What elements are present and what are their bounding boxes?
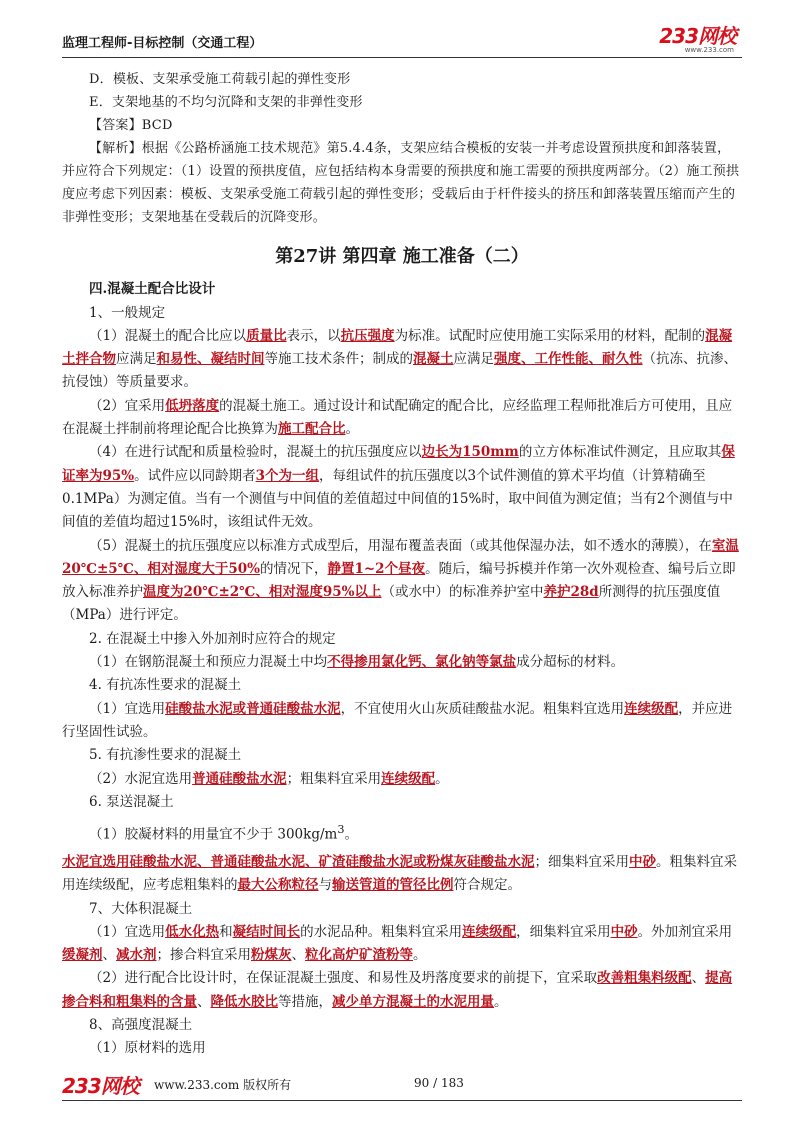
key-term: 抗压强度 <box>340 327 395 344</box>
key-term: 混凝土拌合物 <box>62 327 733 368</box>
key-term: 保证率为95% <box>62 444 735 484</box>
text-run: 应满足 <box>116 351 157 368</box>
key-term: 减少单方混凝土的水泥用量 <box>332 993 494 1010</box>
key-term: 室温20℃±5℃、相对湿度大于50% <box>62 537 739 577</box>
s7-p2 <box>62 967 742 1014</box>
s4-heading: 4. 有抗冻性要求的混凝土 <box>89 677 242 694</box>
text-run: 为标准。试配时应使用施工实际采用的材料，配制的 <box>394 327 706 344</box>
text-run: 。随后，编号拆模并作第一次外观检查、编号后立即放入标准养护 <box>62 560 736 601</box>
header-divider <box>62 57 742 58</box>
text-run: 的立方体标准试件测定，且应取其 <box>518 444 722 461</box>
text-run: （抗冻、抗渗、抗侵蚀）等质量要求。 <box>62 351 737 391</box>
option-e: E．支架地基的不均匀沉降和支架的非弹性变形 <box>89 95 363 110</box>
text-run: 。外加剂宜采用 <box>637 923 733 940</box>
text-run: （1）宜选用 <box>89 700 166 717</box>
key-term: 粒化高炉矿渣粉等 <box>305 947 413 964</box>
text-run: 、 <box>197 993 211 1010</box>
answer: 【答案】BCD <box>89 118 173 133</box>
text-run: 成分超标的材料。 <box>516 654 625 671</box>
page-footer <box>62 1062 742 1102</box>
text-run: ，并应进行坚固性试验。 <box>62 700 733 740</box>
text-run: 、 <box>291 947 305 964</box>
key-term: 静置1~2个昼夜 <box>327 560 426 577</box>
s8-heading: 8、高强度混凝土 <box>89 1017 193 1033</box>
s5-p1 <box>62 768 742 791</box>
key-term: 连续级配 <box>624 700 679 717</box>
s1-heading: 1、一般规定 <box>89 304 166 321</box>
s8-p1: （1）原材料的选用 <box>89 1040 206 1057</box>
text-run: ；掺合料宜采用 <box>156 947 251 964</box>
key-term: 粉煤灰 <box>251 947 292 964</box>
text-run: （2）水泥宜选用 <box>89 770 193 787</box>
key-term: 3个为一组 <box>255 467 320 484</box>
key-term: 和易性、凝结时间 <box>156 351 265 368</box>
doc-title: 监理工程师-目标控制（交通工程） <box>62 36 263 51</box>
text-run: 与 <box>318 877 332 894</box>
text-run: 。试件应以同龄期者 <box>134 467 256 484</box>
section-title: 四.混凝土配合比设计 <box>89 281 216 298</box>
key-term: 不得掺用氯化钙、氯化钠等氯盐 <box>327 654 517 671</box>
page-header <box>62 24 742 60</box>
text-run: 。 <box>435 770 449 787</box>
text-run: 。 <box>413 947 427 964</box>
key-term: 缓凝剂 <box>62 947 103 964</box>
text-run: （5）混凝土的抗压强度应以标准方式成型后，用湿布覆盖表面（或其他保湿办法，如不透水的薄膜），在 <box>89 537 712 554</box>
text-run: 。 <box>494 993 508 1010</box>
s1-p5 <box>62 535 742 628</box>
key-term: 温度为20℃±2℃、相对湿度95%以上 <box>143 584 382 601</box>
key-term: 普通硅酸盐水泥 <box>192 770 287 787</box>
text-run: （1）混凝土的配合比应以 <box>89 327 247 344</box>
text-run: 的情况下， <box>259 560 328 577</box>
text-run: 、 <box>102 947 116 964</box>
key-term: 硅酸盐水泥或普通硅酸盐水泥 <box>165 700 341 717</box>
brand-logo: 233网校 www.233.com <box>659 24 736 54</box>
key-term: 施工配合比 <box>278 421 346 438</box>
text-run: （2）宜采用 <box>89 397 166 414</box>
s7-p1 <box>62 921 742 968</box>
text-run: （1）在钢筋混凝土和预应力混凝土中均 <box>89 654 328 671</box>
footer-site: www.233.com 版权所有 <box>154 1078 292 1092</box>
key-term: 混凝土 <box>413 351 454 368</box>
page-number: 90 / 183 <box>414 1076 464 1090</box>
key-term: 改善粗集料级配 <box>597 970 692 987</box>
key-term: 质量比 <box>246 327 287 344</box>
text-run: 。粗集料宜采用连续级配，应考虑粗集料的 <box>62 853 737 894</box>
logo-url: www.233.com <box>684 46 734 54</box>
key-term: 强度、工作性能、耐久性 <box>494 351 643 368</box>
s6-p2 <box>62 851 742 898</box>
text-run: 符合规定。 <box>453 877 521 894</box>
s1-p4 <box>62 441 742 534</box>
key-term: 中砂 <box>610 923 638 940</box>
key-term: 减水剂 <box>116 947 157 964</box>
key-term: 连续级配 <box>381 770 436 787</box>
text-run: 、 <box>691 970 706 987</box>
s6-heading: 6. 泵送混凝土 <box>89 793 174 810</box>
text-run: 表示，以 <box>286 327 341 344</box>
text-run: 等施工技术条件；制成的 <box>264 351 413 368</box>
s1-p1 <box>62 325 742 395</box>
key-term: 降低水胶比 <box>210 993 278 1010</box>
key-term: 提高掺合料和粗集料的含量 <box>62 970 733 1010</box>
footer-logo: 233网校 <box>62 1074 139 1098</box>
key-term: 低坍落度 <box>165 397 220 414</box>
key-term: 输送管道的管径比例 <box>332 877 454 894</box>
s5-heading: 5. 有抗渗性要求的混凝土 <box>89 747 242 764</box>
s1-p2 <box>62 395 742 442</box>
text-run: 和 <box>219 923 233 940</box>
key-term: 养护28d <box>543 584 599 601</box>
text-run: 所测得的抗压强度值（MPa）进行评定。 <box>62 584 721 624</box>
s6-p1: （1）胶凝材料的用量宜不少于 $300kg/m^3$。 <box>89 823 358 843</box>
text-run: （或水中）的标准养护室中 <box>381 584 544 601</box>
text-run: 的水泥品种。粗集料宜采用 <box>300 923 463 940</box>
text-run: ，不宜使用火山灰质硅酸盐水泥。粗集料宜选用 <box>340 700 625 717</box>
key-term: 边长为150mm <box>421 444 519 461</box>
text-run: 等措施， <box>278 993 332 1010</box>
text-run: 应满足 <box>453 351 494 368</box>
s2-p1 <box>62 651 742 674</box>
key-term: 凝结时间长 <box>232 923 301 940</box>
footer-divider <box>62 1100 742 1101</box>
s2-heading: 2. 在混凝土中掺入外加剂时应符合的规定 <box>89 630 336 647</box>
text-run: ；粗集料宜采用 <box>286 770 382 787</box>
lecture-title: 第27讲 第四章 施工准备（二） <box>275 246 529 267</box>
text-run: 。 <box>345 421 359 438</box>
text-run: （4）在进行试配和质量检验时，混凝土的抗压强度应以 <box>89 444 422 461</box>
key-term: 低水化热 <box>165 923 220 940</box>
text-run: ，每组试件的抗压强度以3个试件测值的算术平均值（计算精确至0.1MPa）为测定值。当有一个测值与中间值的差值超过中间值的15%时，取中间值为测定值；当有2个测值与中间值的差值均超过15%时，该组试件无效。 <box>62 467 733 531</box>
text-run: （2）进行配合比设计时，在保证混凝土强度、和易性及坍落度要求的前提下，宜采取 <box>89 970 598 987</box>
s7-heading: 7、大体积混凝土 <box>89 900 193 917</box>
text-run: 的混凝土施工。通过设计和试配确定的配合比，应经监理工程师批准后方可使用，且应在混凝土拌制前将理论配合比换算为 <box>62 397 733 438</box>
key-term: 连续级配 <box>462 923 517 940</box>
key-term: 最大公称粒径 <box>237 877 319 894</box>
key-term: 中砂 <box>629 853 656 870</box>
text-run: ，细集料宜采用 <box>516 923 611 940</box>
key-term: 水泥宜选用硅酸盐水泥、普通硅酸盐水泥、矿渣硅酸盐水泥或粉煤灰硅酸盐水泥 <box>62 853 535 870</box>
document-body <box>62 68 742 1061</box>
option-d: D．模板、支架承受施工荷载引起的弹性变形 <box>89 72 351 87</box>
text-run: （1）宜选用 <box>89 923 166 940</box>
text-run: ；细集料宜采用 <box>534 853 629 870</box>
s4-p1 <box>62 698 742 745</box>
analysis: 【解析】根据《公路桥涵施工技术规范》第5.4.4条，支架应结合模板的安装一并考虑设置预拱度和卸落装置，并应符合下列规定：（1）设置的预拱度值，应包括结构本身需要的预拱度和施工需要的预拱度两部分。（2）施工预拱度应考虑下列因素：模板、支架承受施工荷载引起的弹性变形；受载后由于杆件接头的挤压和卸落装置压缩而产生的非弹性变形；支架地基在受载后的沉降变形。 <box>62 141 740 225</box>
